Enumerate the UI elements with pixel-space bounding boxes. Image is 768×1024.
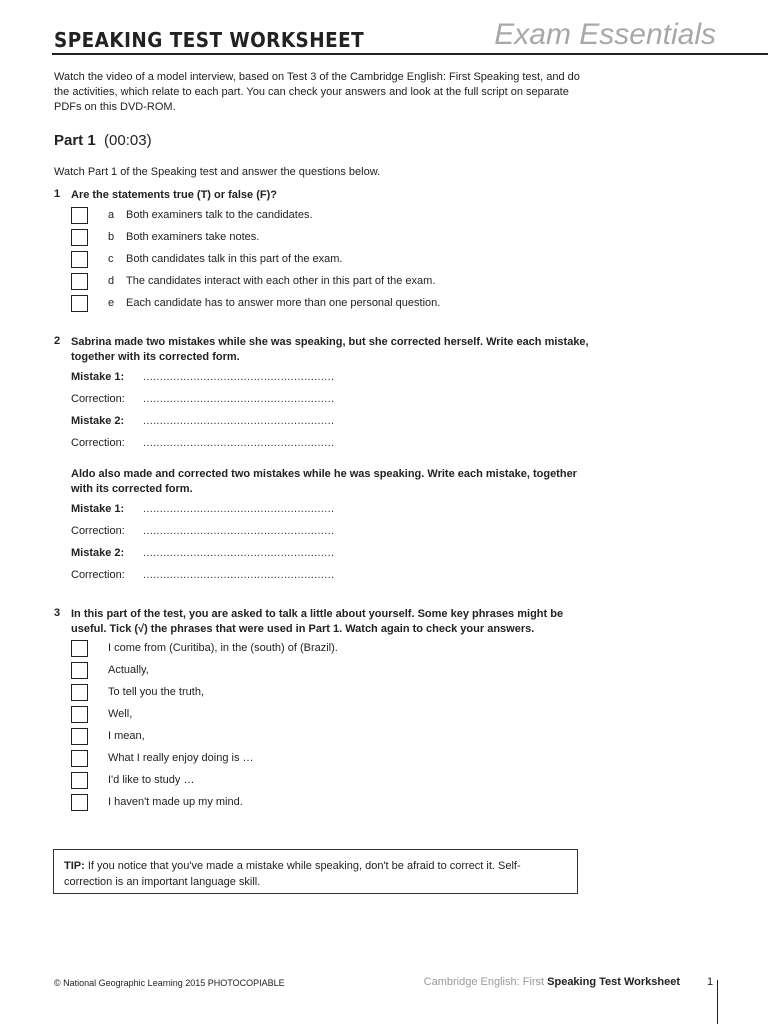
tick-box[interactable] — [71, 728, 88, 745]
question-2-text-aldo: Aldo also made and corrected two mistakes while he was speaking. Write each mistake, together with its corrected form. — [71, 468, 577, 495]
intro-paragraph: Watch the video of a model interview, based on Test 3 of the Cambridge English: First Speaking test, and do the activities, which relate to each part. You can check your answers and look at the full script on separate PDFs on this DVD-ROM. — [54, 71, 580, 113]
tick-box[interactable] — [71, 794, 88, 811]
phrase-item: What I really enjoy doing is … — [108, 752, 254, 764]
footer-series: Cambridge English: First — [423, 976, 545, 988]
question-3-text: In this part of the test, you are asked to talk a little about yourself. Some key phrases might be useful. Tick (√) the phrases that were used in Part 1. Watch again to check your answers. — [71, 608, 564, 635]
footer-doc-title — [424, 976, 680, 988]
statement-item: c Both candidates talk in this part of the exam. — [108, 253, 343, 265]
tip-label: TIP: — [64, 860, 85, 872]
answer-box[interactable] — [71, 251, 88, 268]
statement-item: d The candidates interact with each other in this part of the exam. — [108, 275, 436, 287]
phrase-item: I come from (Curitiba), in the (south) of (Brazil). — [108, 642, 338, 654]
brand-logo: Exam Essentials — [494, 18, 716, 51]
answer-line[interactable]: ......................................................... — [143, 415, 335, 427]
answer-line[interactable]: ......................................................... — [143, 437, 335, 449]
answer-line[interactable]: ......................................................... — [143, 393, 335, 405]
answer-line[interactable]: ......................................................... — [143, 371, 335, 383]
question-1-text: Are the statements true (T) or false (F)? — [71, 189, 277, 201]
part-time: (00:03) — [104, 132, 152, 149]
question-2-text: Sabrina made two mistakes while she was speaking, but she corrected herself. Write each mistake, together with its corrected form. — [71, 336, 589, 363]
header-divider — [52, 53, 768, 55]
phrase-item: To tell you the truth, — [108, 686, 204, 698]
answer-box[interactable] — [71, 207, 88, 224]
phrase-item: I haven't made up my mind. — [108, 796, 243, 808]
phrase-item: Actually, — [108, 664, 149, 676]
mistake-label: Mistake 1: — [71, 503, 125, 515]
tip-box — [53, 849, 578, 894]
tick-box[interactable] — [71, 640, 88, 657]
statement-item: e Each candidate has to answer more than one personal question. — [108, 297, 441, 309]
page-title: SPEAKING TEST WORKSHEET — [54, 28, 365, 52]
answer-box[interactable] — [71, 229, 88, 246]
phrase-item: I mean, — [108, 730, 145, 742]
correction-label: Correction: — [71, 525, 125, 537]
answer-box[interactable] — [71, 273, 88, 290]
phrase-item: Well, — [108, 708, 133, 720]
answer-line[interactable]: ......................................................... — [143, 569, 335, 581]
question-3-number: 3 — [54, 607, 61, 619]
part-heading — [54, 132, 152, 149]
correction-label: Correction: — [71, 393, 125, 405]
mistake-label: Mistake 2: — [71, 547, 125, 559]
footer-doc: Speaking Test Worksheet — [547, 976, 680, 988]
tick-box[interactable] — [71, 662, 88, 679]
answer-line[interactable]: ......................................................... — [143, 503, 335, 515]
phrase-item: I'd like to study … — [108, 774, 195, 786]
page-edge-rule — [717, 980, 718, 1024]
copyright-notice: © National Geographic Learning 2015 PHOTOCOPIABLE — [54, 978, 285, 988]
answer-line[interactable]: ......................................................... — [143, 525, 335, 537]
part-label: Part 1 — [54, 132, 96, 149]
tick-box[interactable] — [71, 706, 88, 723]
statement-item: b Both examiners take notes. — [108, 231, 260, 243]
tip-text: If you notice that you've made a mistake while speaking, don't be afraid to correct it. Self-correction is an important language skill. — [64, 860, 521, 888]
mistake-label: Mistake 2: — [71, 415, 125, 427]
question-1-number: 1 — [54, 188, 61, 200]
correction-label: Correction: — [71, 569, 125, 581]
tick-box[interactable] — [71, 772, 88, 789]
answer-line[interactable]: ......................................................... — [143, 547, 335, 559]
page-number: 1 — [707, 976, 714, 988]
tick-box[interactable] — [71, 684, 88, 701]
correction-label: Correction: — [71, 437, 125, 449]
question-2-number: 2 — [54, 335, 61, 347]
mistake-label: Mistake 1: — [71, 371, 125, 383]
part-instruction: Watch Part 1 of the Speaking test and answer the questions below. — [54, 166, 381, 178]
answer-box[interactable] — [71, 295, 88, 312]
tick-box[interactable] — [71, 750, 88, 767]
statement-item: a Both examiners talk to the candidates. — [108, 209, 313, 221]
